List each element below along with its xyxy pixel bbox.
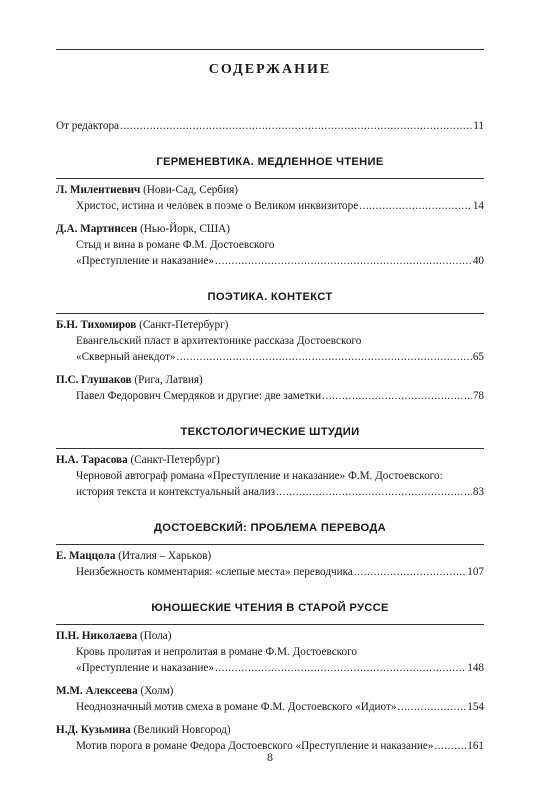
toc-entry[interactable] [56,452,484,500]
title-text: Неизбежность комментария: «слепые места» переводчика [76,566,353,578]
entry-title-line [76,660,484,676]
entry-title-line [76,349,484,365]
author-name: П.Н. Николаева [56,630,138,642]
toc-entry[interactable] [56,221,484,269]
toc-section [56,600,484,754]
entry-title [56,237,484,269]
entry-page-number: 148 [467,662,484,674]
entry-title-line [76,699,484,715]
author-place: (Нью-Йорк, США) [137,223,230,235]
entry-title [56,644,484,676]
entry-title-line [76,484,484,500]
entry-title [56,388,484,404]
leader-dots [215,253,472,269]
intro-page: 11 [473,120,484,132]
author-name: Б.Н. Тихомиров [56,319,137,331]
section-rule [56,624,484,625]
author-place: (Пола) [137,630,172,642]
section-title: ПОЭТИКА. КОНТЕКСТ [207,291,333,303]
toc-section [56,154,484,269]
entry-title [56,468,484,500]
author-name: Е. Маццола [56,550,116,562]
author-place: (Великий Новгород) [130,724,231,736]
entry-title [56,699,484,715]
entry-page-number: 154 [467,701,484,713]
title-text: Черновой автограф романа «Преступление и наказание» Ф.М. Достоевского: [76,470,443,482]
author-place: (Нови-Сад, Сербия) [140,184,238,196]
entry-author-line [56,182,484,198]
author-name: П.С. Глушаков [56,374,132,386]
author-place: (Рига, Латвия) [131,374,203,386]
entry-title-line [76,333,484,349]
page-number: 8 [267,750,273,764]
toc-intro-entry[interactable] [56,118,484,134]
entry-title-line [76,468,484,484]
intro-title: От редактора [56,120,120,132]
entry-page-number: 161 [467,740,484,752]
entry-author-line [56,452,484,468]
leader-dots [177,349,472,365]
author-place: (Италия – Харьков) [115,550,212,562]
leader-dots [354,564,466,580]
entry-title-line [76,644,484,660]
title-text: Стыд и вина в романе Ф.М. Достоевского [76,239,275,251]
entry-page-number: 65 [472,351,484,363]
entry-author-line [56,548,484,564]
section-title: ГЕРМЕНЕВТИКА. МЕДЛЕННОЕ ЧТЕНИЕ [156,156,384,168]
leader-dots [322,388,472,404]
entry-page-number: 83 [472,486,484,498]
entry-title [56,198,484,214]
leader-dots [120,118,472,134]
entry-author-line [56,317,484,333]
entry-title-line [76,237,484,253]
section-rule [56,178,484,179]
toc-section [56,424,484,500]
title-text: Мотив порога в романе Федора Достоевского «Преступление и наказание» [76,740,434,752]
title-text: Павел Федорович Смердяков и другие: две заметки [76,390,322,402]
section-title: ТЕКСТОЛОГИЧЕСКИЕ ШТУДИИ [180,426,360,438]
entry-author-line [56,221,484,237]
toc-entry[interactable] [56,372,484,404]
section-rule [56,313,484,314]
author-name: Н.Д. Кузьмина [56,724,131,736]
top-rule [56,49,484,50]
section-title: ЮНОШЕСКИЕ ЧТЕНИЯ В СТАРОЙ РУССЕ [151,602,389,614]
entry-page-number: 107 [467,566,484,578]
title-text: «Преступление и наказание» [76,255,214,267]
toc-entry[interactable] [56,317,484,365]
title-text: «Преступление и наказание» [76,662,214,674]
author-name: Д.А. Мартинсен [56,223,138,235]
page-heading: СОДЕРЖАНИЕ [208,62,332,77]
entry-author-line [56,722,484,738]
section-rule [56,544,484,545]
title-text: Неоднозначный мотив смеха в романе Ф.М. Достоевского «Идиот» [76,701,397,713]
entry-title-line [76,198,484,214]
toc-entry[interactable] [56,683,484,715]
toc-entry[interactable] [56,548,484,580]
entry-page-number: 78 [472,390,484,402]
author-name: Н.А. Тарасова [56,454,128,466]
author-place: (Санкт-Петербург) [127,454,220,466]
title-text: Кровь пролитая и непролитая в романе Ф.М. Достоевского [76,646,358,658]
leader-dots [397,699,466,715]
entry-title [56,333,484,365]
entry-title-line [76,253,484,269]
author-name: М.М. Алексеева [56,685,138,697]
title-text: история текста и контекстуальный анализ [76,486,276,498]
leader-dots [215,660,466,676]
entry-title-line [76,564,484,580]
section-rule [56,448,484,449]
entry-author-line [56,628,484,644]
author-place: (Холм) [137,685,174,697]
entry-page-number: 14 [472,200,484,212]
title-text: Христос, истина и человек в поэме о Великом инквизиторе [76,200,359,212]
toc-section [56,289,484,404]
entry-author-line [56,683,484,699]
title-text: «Скверный анекдот» [76,351,176,363]
toc-entry[interactable] [56,182,484,214]
table-of-contents [56,118,484,761]
leader-dots [276,484,472,500]
toc-section [56,520,484,580]
entry-title [56,564,484,580]
leader-dots [359,198,472,214]
entry-author-line [56,372,484,388]
entry-title-line [76,388,484,404]
entry-page-number: 40 [472,255,484,267]
section-title: ДОСТОЕВСКИЙ: ПРОБЛЕМА ПЕРЕВОДА [153,522,387,534]
author-place: (Санкт-Петербург) [136,319,229,331]
toc-entry[interactable] [56,628,484,676]
author-name: Л. Милентиевич [56,184,141,196]
title-text: Евангельский пласт в архитектонике рассказа Достоевского [76,335,362,347]
